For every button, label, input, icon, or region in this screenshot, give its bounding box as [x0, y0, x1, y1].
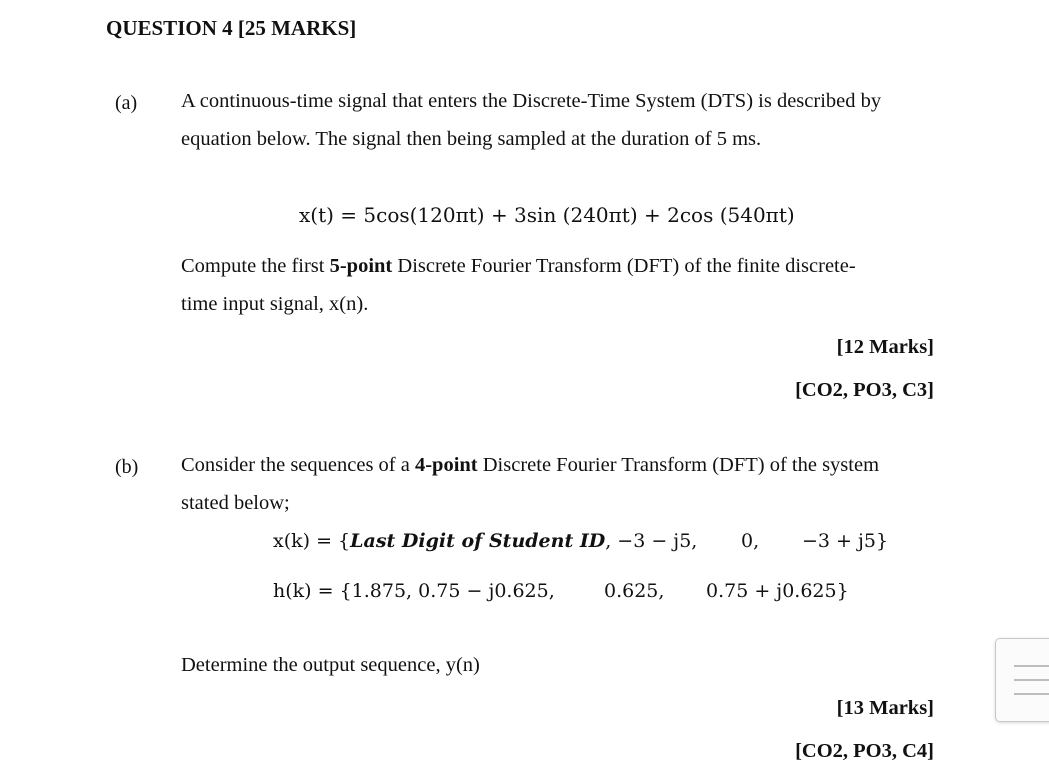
- part-a-intro-line1: A continuous-time signal that enters the Discrete-Time System (DTS) is described by: [181, 90, 882, 112]
- part-b-label: (b): [115, 456, 139, 478]
- part-b-intro-line1: [181, 446, 935, 484]
- menu-line-icon: [1014, 665, 1049, 667]
- part-b-intro-bold: 4-point: [414, 454, 478, 476]
- menu-line-icon: [1014, 693, 1049, 695]
- xk-term3: 0,: [741, 530, 760, 552]
- part-b-intro-pre: Consider the sequences of a: [181, 454, 415, 476]
- hk-term3: 0.75 + j0.625}: [706, 580, 849, 602]
- xk-term4: −3 + j5}: [802, 530, 889, 552]
- part-a-task-post: Discrete Fourier Transform (DFT) of the finite discrete-: [392, 255, 856, 277]
- part-a-task-line2: time input signal, x(n).: [181, 293, 369, 315]
- part-b-intro-line2: stated below;: [181, 492, 290, 514]
- part-a-label: (a): [115, 92, 138, 114]
- part-a-outcomes: [CO2, PO3, C3]: [795, 379, 934, 401]
- xk-term2: , −3 − j5,: [605, 530, 698, 552]
- xk-term1: Last Digit of Student ID: [350, 530, 606, 552]
- part-a-task-line1: [181, 247, 935, 285]
- question-title: QUESTION 4 [25 MARKS]: [106, 16, 357, 40]
- part-a-task-bold: 5-point: [329, 255, 393, 277]
- part-a-intro-line2: equation below. The signal then being sampled at the duration of 5 ms.: [181, 128, 762, 150]
- xk-lhs: x(k) = {: [273, 530, 351, 552]
- part-b-marks: [13 Marks]: [836, 697, 934, 719]
- part-b-hk-equation: h(k) = {1.875, 0.75 − j0.625,: [273, 580, 555, 602]
- part-b-task: Determine the output sequence, y(n): [181, 654, 480, 676]
- part-b-xk-equation: [273, 530, 697, 552]
- menu-line-icon: [1014, 679, 1049, 681]
- hk-term2: 0.625,: [604, 580, 665, 602]
- part-b-intro-post: Discrete Fourier Transform (DFT) of the system: [477, 454, 880, 476]
- part-a-task-pre: Compute the first: [181, 255, 330, 277]
- part-a-intro: [181, 82, 935, 158]
- part-a-task: [181, 247, 935, 323]
- part-a-marks: [12 Marks]: [836, 336, 934, 358]
- part-b-outcomes: [CO2, PO3, C4]: [795, 740, 934, 762]
- floating-menu-handle[interactable]: [995, 638, 1049, 722]
- part-a-equation: x(t) = 5cos(120πt) + 3sin (240πt) + 2cos (540πt): [299, 203, 795, 227]
- part-b-intro: [181, 446, 935, 522]
